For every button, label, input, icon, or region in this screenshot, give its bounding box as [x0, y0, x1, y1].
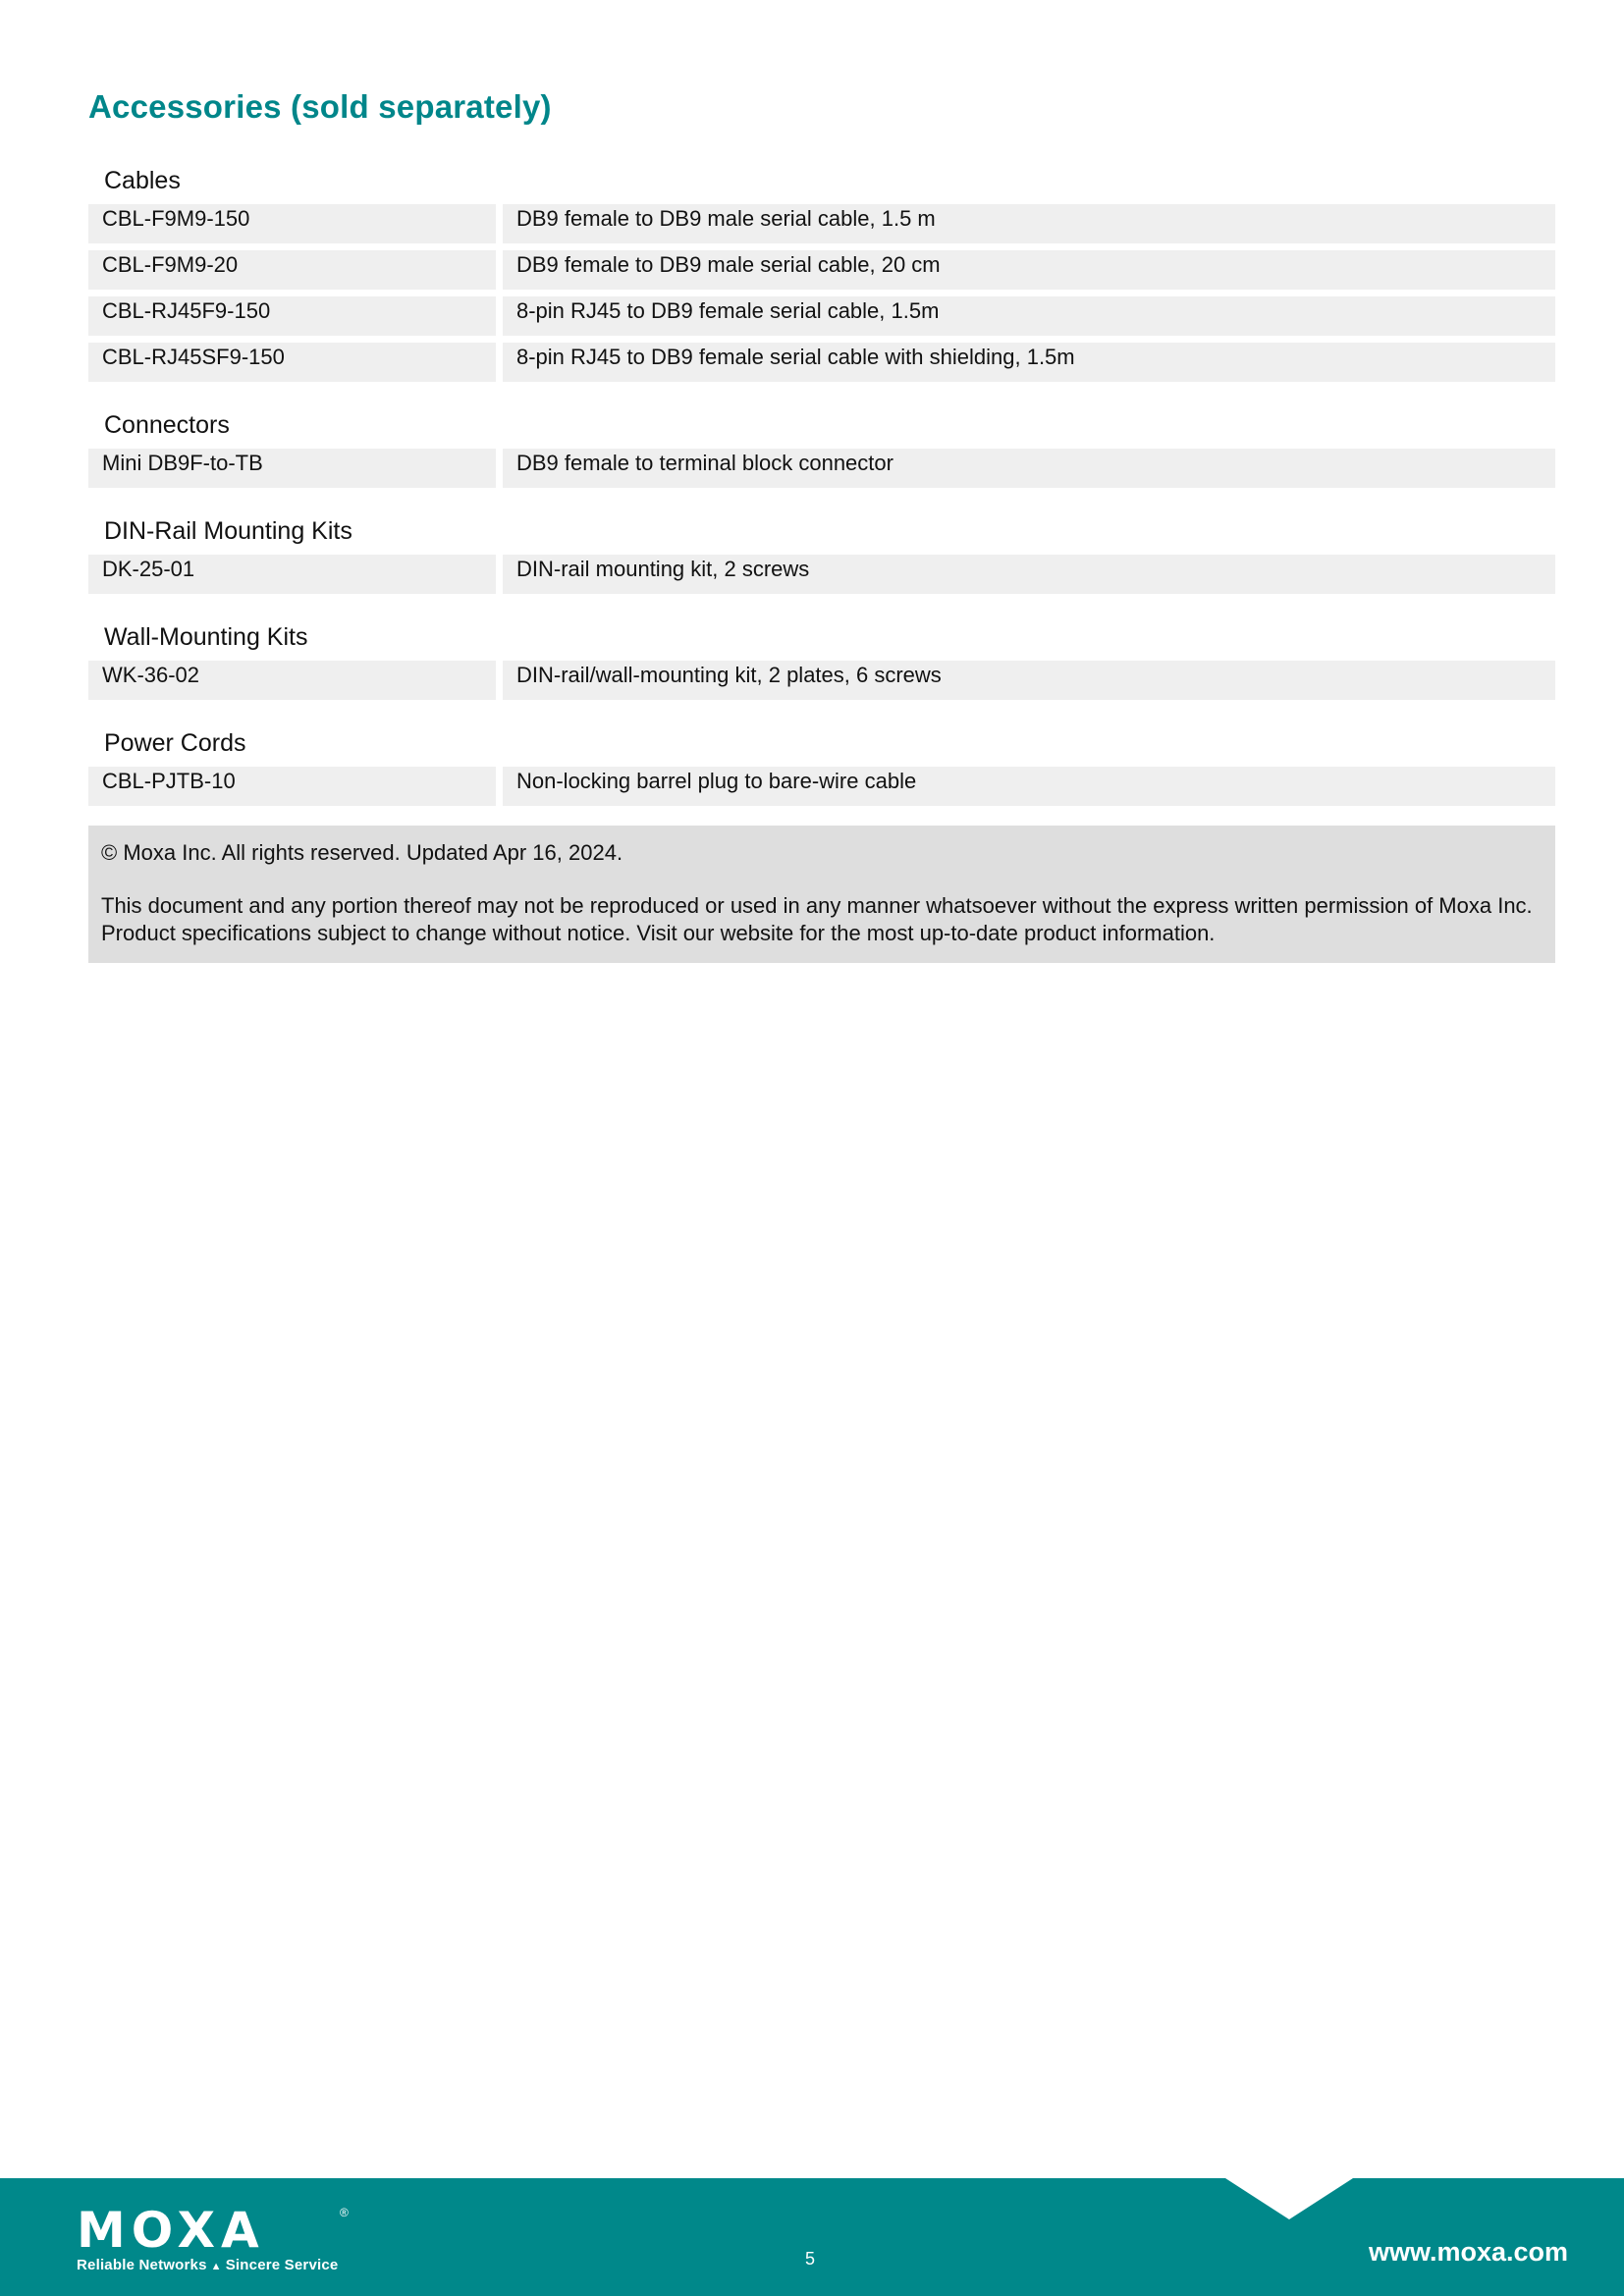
page-title: Accessories (sold separately): [88, 88, 552, 125]
model-name-cell: CBL-F9M9-150: [88, 204, 496, 243]
table-row: [88, 555, 1555, 594]
table-row: [88, 343, 1555, 382]
copyright-notice: [88, 826, 1555, 963]
description-cell: 8-pin RJ45 to DB9 female serial cable with shielding, 1.5m: [503, 343, 1555, 382]
description-cell: DB9 female to DB9 male serial cable, 1.5 m: [503, 204, 1555, 243]
accessories-content: [88, 157, 1555, 963]
model-name-cell: CBL-RJ45F9-150: [88, 296, 496, 336]
registered-mark: ®: [340, 2206, 349, 2219]
copyright-text: © Moxa Inc. All rights reserved. Updated Apr 16, 2024.: [101, 840, 623, 865]
accessory-table: [88, 661, 1555, 700]
section-heading: Cables: [104, 167, 181, 194]
disclaimer-text: This document and any portion thereof may not be reproduced or used in any manner whatsoever without the express written permission of Moxa Inc. Product specifications subject to change without notice. Visit our website for the most up-to-date product information.: [101, 893, 1533, 945]
tagline: [77, 2257, 338, 2273]
description-cell: 8-pin RJ45 to DB9 female serial cable, 1.5m: [503, 296, 1555, 336]
page-number: 5: [805, 2249, 816, 2269]
table-row: [88, 661, 1555, 700]
accessory-section: [88, 507, 1555, 594]
table-row: [88, 204, 1555, 243]
table-row: [88, 449, 1555, 488]
description-cell: DIN-rail/wall-mounting kit, 2 plates, 6 screws: [503, 661, 1555, 700]
section-heading: Wall-Mounting Kits: [104, 623, 308, 651]
description-cell: DIN-rail mounting kit, 2 screws: [503, 555, 1555, 594]
model-name-cell: WK-36-02: [88, 661, 496, 700]
logo-text: MOXA: [77, 2202, 265, 2259]
accessory-table: [88, 555, 1555, 594]
accessory-table: [88, 204, 1555, 382]
moxa-logo: [77, 2202, 349, 2273]
table-row: [88, 296, 1555, 336]
table-row: [88, 767, 1555, 806]
footer-notch: [1225, 2178, 1353, 2219]
section-heading: DIN-Rail Mounting Kits: [104, 517, 352, 545]
model-name-cell: Mini DB9F-to-TB: [88, 449, 496, 488]
description-cell: DB9 female to terminal block connector: [503, 449, 1555, 488]
accessory-section: [88, 720, 1555, 806]
page-footer: [0, 2178, 1624, 2296]
model-name-cell: DK-25-01: [88, 555, 496, 594]
model-name-cell: CBL-F9M9-20: [88, 250, 496, 290]
website-link[interactable]: www.moxa.com: [1368, 2237, 1568, 2267]
accessory-section: [88, 157, 1555, 382]
section-heading: Power Cords: [104, 729, 246, 757]
accessory-table: [88, 767, 1555, 806]
tagline-right: Sincere Service: [225, 2257, 339, 2273]
description-cell: DB9 female to DB9 male serial cable, 20 cm: [503, 250, 1555, 290]
section-heading: Connectors: [104, 411, 230, 439]
table-row: [88, 250, 1555, 290]
tagline-left: Reliable Networks: [77, 2257, 207, 2273]
description-cell: Non-locking barrel plug to bare-wire cable: [503, 767, 1555, 806]
tagline-separator-icon: ▲: [210, 2261, 222, 2272]
model-name-cell: CBL-PJTB-10: [88, 767, 496, 806]
accessory-section: [88, 401, 1555, 488]
accessory-section: [88, 614, 1555, 700]
accessory-table: [88, 449, 1555, 488]
model-name-cell: CBL-RJ45SF9-150: [88, 343, 496, 382]
